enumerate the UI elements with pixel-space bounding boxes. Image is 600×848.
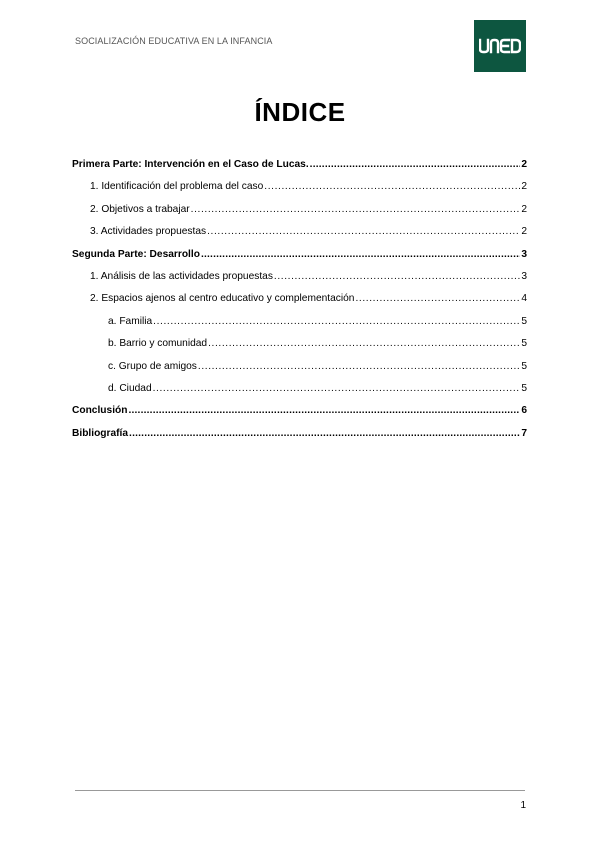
toc-entry[interactable] bbox=[72, 181, 527, 203]
toc-entry-label: b. Barrio y comunidad bbox=[108, 338, 208, 350]
toc-leader-dots bbox=[128, 405, 520, 416]
toc-entry[interactable] bbox=[72, 383, 527, 405]
toc-leader-dots bbox=[153, 383, 521, 394]
toc-leader-dots bbox=[207, 226, 520, 237]
toc-entry-page: 7 bbox=[521, 427, 527, 439]
toc-entry-label: a. Familia bbox=[108, 315, 153, 327]
toc-leader-dots bbox=[274, 271, 520, 282]
toc-entry[interactable] bbox=[72, 428, 527, 450]
toc-entry[interactable] bbox=[72, 204, 527, 226]
toc-entry-page: 5 bbox=[521, 360, 527, 372]
table-of-contents bbox=[72, 159, 527, 450]
toc-entry-label: 3. Actividades propuestas bbox=[90, 226, 207, 238]
toc-leader-dots bbox=[201, 249, 520, 260]
toc-leader-dots bbox=[264, 181, 520, 192]
page-number: 1 bbox=[520, 800, 526, 811]
toc-entry-page: 2 bbox=[521, 181, 527, 193]
toc-entry-label: 2. Objetivos a trabajar bbox=[90, 203, 190, 215]
uned-logo-mark bbox=[479, 38, 521, 54]
toc-leader-dots bbox=[153, 316, 520, 327]
toc-entry-label: 1. Identificación del problema del caso bbox=[90, 181, 264, 193]
toc-entry-label: d. Ciudad bbox=[108, 382, 152, 394]
toc-entry-label: Segunda Parte: Desarrollo bbox=[72, 248, 200, 260]
toc-entry-page: 5 bbox=[521, 382, 527, 394]
toc-entry-page: 2 bbox=[521, 159, 527, 170]
toc-entry-page: 3 bbox=[521, 248, 527, 260]
toc-entry-label: Bibliografía bbox=[72, 427, 129, 439]
toc-leader-dots bbox=[208, 338, 520, 349]
page-title: ÍNDICE bbox=[254, 97, 346, 127]
toc-entry[interactable] bbox=[72, 405, 527, 427]
toc-entry-page: 4 bbox=[521, 293, 527, 305]
toc-entry-page: 2 bbox=[521, 203, 527, 215]
toc-entry-page: 5 bbox=[521, 338, 527, 350]
toc-entry-label: 2. Espacios ajenos al centro educativo y complementación bbox=[90, 293, 355, 305]
toc-entry-label: 1. Análisis de las actividades propuestas bbox=[90, 270, 273, 282]
toc-leader-dots bbox=[310, 159, 521, 170]
toc-entry-label: c. Grupo de amigos bbox=[108, 360, 197, 372]
toc-leader-dots bbox=[129, 428, 520, 439]
toc-entry[interactable] bbox=[72, 159, 527, 181]
toc-entry[interactable] bbox=[72, 338, 527, 360]
toc-entry-label: Conclusión bbox=[72, 405, 128, 417]
toc-entry[interactable] bbox=[72, 316, 527, 338]
toc-entry[interactable] bbox=[72, 361, 527, 383]
toc-entry[interactable] bbox=[72, 271, 527, 293]
toc-entry[interactable] bbox=[72, 249, 527, 271]
toc-entry[interactable] bbox=[72, 293, 527, 315]
uned-logo bbox=[474, 20, 526, 72]
toc-entry[interactable] bbox=[72, 226, 527, 248]
toc-leader-dots bbox=[191, 204, 521, 215]
footer-rule bbox=[75, 790, 525, 791]
toc-entry-page: 6 bbox=[521, 405, 527, 417]
toc-entry-page: 3 bbox=[521, 270, 527, 282]
toc-entry-label: Primera Parte: Intervención en el Caso de Lucas. bbox=[72, 159, 309, 170]
toc-entry-page: 5 bbox=[521, 315, 527, 327]
toc-entry-page: 2 bbox=[521, 226, 527, 238]
toc-leader-dots bbox=[198, 361, 520, 372]
running-header: SOCIALIZACIÓN EDUCATIVA EN LA INFANCIA bbox=[75, 36, 273, 46]
toc-leader-dots bbox=[355, 293, 520, 304]
